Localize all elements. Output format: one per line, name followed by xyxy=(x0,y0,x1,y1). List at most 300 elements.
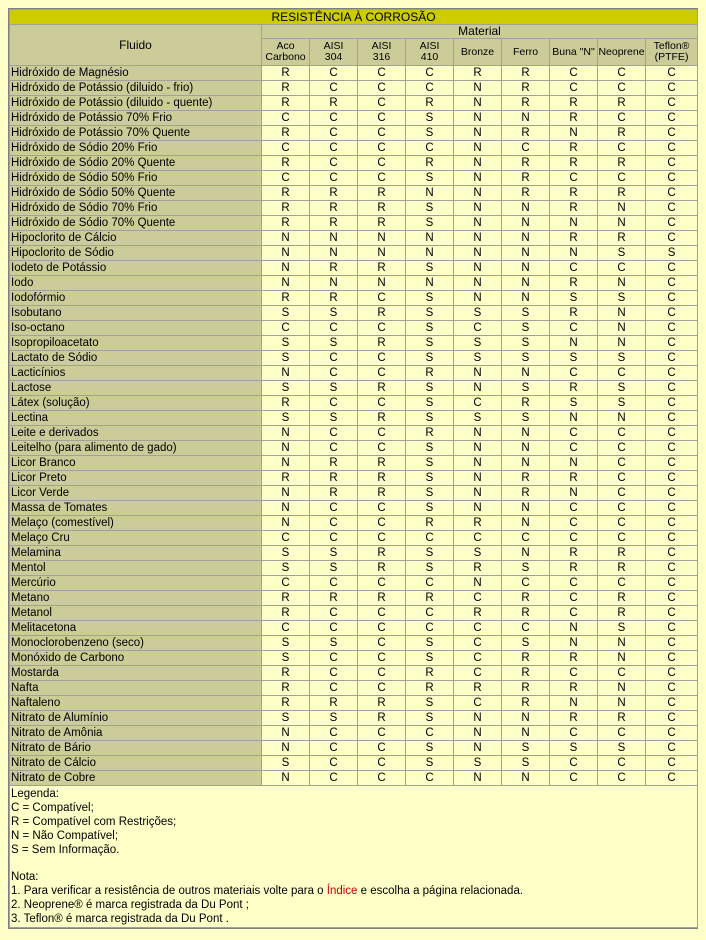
fluid-name: Hidróxido de Sódio 20% Frio xyxy=(10,141,262,156)
table-row xyxy=(10,441,698,456)
table-row xyxy=(10,306,698,321)
compatibility-cell: N xyxy=(550,126,598,141)
compatibility-cell: S xyxy=(262,756,310,771)
compatibility-cell: C xyxy=(598,261,646,276)
compatibility-cell: C xyxy=(550,531,598,546)
compatibility-cell: N xyxy=(406,246,454,261)
compatibility-cell: C xyxy=(358,726,406,741)
compatibility-cell: C xyxy=(358,651,406,666)
material-header-line1: Ferro xyxy=(512,45,539,58)
compatibility-cell: R xyxy=(502,171,550,186)
material-header-line1: AISI xyxy=(323,40,344,52)
compatibility-cell: R xyxy=(358,216,406,231)
compatibility-cell: R xyxy=(502,666,550,681)
table-row xyxy=(10,516,698,531)
table-row xyxy=(10,576,698,591)
compatibility-cell: C xyxy=(598,441,646,456)
compatibility-cell: S xyxy=(406,336,454,351)
compatibility-cell: S xyxy=(598,351,646,366)
compatibility-cell: S xyxy=(454,756,502,771)
compatibility-cell: N xyxy=(262,261,310,276)
compatibility-cell: R xyxy=(406,366,454,381)
compatibility-cell: S xyxy=(598,741,646,756)
compatibility-cell: C xyxy=(262,531,310,546)
compatibility-cell: C xyxy=(310,156,358,171)
compatibility-cell: N xyxy=(454,426,502,441)
compatibility-cell: N xyxy=(454,291,502,306)
compatibility-cell: C xyxy=(598,576,646,591)
compatibility-cell: S xyxy=(310,336,358,351)
compatibility-cell: C xyxy=(310,741,358,756)
compatibility-cell: C xyxy=(598,81,646,96)
compatibility-cell: R xyxy=(550,306,598,321)
material-header-line2: 316 xyxy=(372,51,391,63)
compatibility-cell: R xyxy=(358,201,406,216)
compatibility-cell: N xyxy=(262,426,310,441)
table-row xyxy=(10,561,698,576)
compatibility-cell: C xyxy=(358,111,406,126)
corrosion-table xyxy=(9,9,698,928)
compatibility-cell: N xyxy=(454,276,502,291)
compatibility-cell: C xyxy=(358,96,406,111)
material-header-line2: Carbono xyxy=(265,51,306,63)
compatibility-cell: R xyxy=(406,156,454,171)
compatibility-cell: C xyxy=(406,576,454,591)
compatibility-cell: N xyxy=(454,771,502,786)
compatibility-cell: C xyxy=(598,171,646,186)
compatibility-cell: C xyxy=(358,501,406,516)
compatibility-cell: R xyxy=(262,216,310,231)
compatibility-cell: R xyxy=(262,471,310,486)
compatibility-cell: R xyxy=(262,291,310,306)
compatibility-cell: C xyxy=(550,171,598,186)
fluid-name: Hidróxido de Potássio 70% Frio xyxy=(10,111,262,126)
compatibility-cell: R xyxy=(598,591,646,606)
compatibility-cell: C xyxy=(406,726,454,741)
compatibility-cell: N xyxy=(262,276,310,291)
compatibility-cell: N xyxy=(262,456,310,471)
compatibility-cell: C xyxy=(598,426,646,441)
fluid-name: Leite e derivados xyxy=(10,426,262,441)
material-header-line2: 304 xyxy=(324,51,343,63)
compatibility-cell: N xyxy=(454,216,502,231)
compatibility-cell: N xyxy=(262,441,310,456)
compatibility-cell: N xyxy=(550,621,598,636)
compatibility-cell: R xyxy=(454,66,502,81)
compatibility-cell: C xyxy=(454,591,502,606)
compatibility-cell: S xyxy=(454,546,502,561)
compatibility-cell: R xyxy=(598,126,646,141)
fluid-name: Nitrato de Cobre xyxy=(10,771,262,786)
compatibility-cell: S xyxy=(502,756,550,771)
compatibility-cell: R xyxy=(310,216,358,231)
compatibility-cell: N xyxy=(262,231,310,246)
compatibility-cell: N xyxy=(454,171,502,186)
table-title: RESISTÊNCIA À CORROSÃO xyxy=(10,10,698,25)
compatibility-cell: N xyxy=(598,306,646,321)
compatibility-cell: R xyxy=(262,186,310,201)
fluid-name: Naftaleno xyxy=(10,696,262,711)
compatibility-cell: N xyxy=(550,696,598,711)
fluid-name: Nitrato de Bário xyxy=(10,741,262,756)
compatibility-cell: C xyxy=(454,696,502,711)
compatibility-cell: C xyxy=(598,366,646,381)
compatibility-cell: C xyxy=(358,636,406,651)
material-header-line1: Bronze xyxy=(460,45,495,58)
compatibility-cell: R xyxy=(502,606,550,621)
compatibility-cell: R xyxy=(550,141,598,156)
compatibility-cell: R xyxy=(598,96,646,111)
compatibility-cell: N xyxy=(310,231,358,246)
compatibility-cell: N xyxy=(262,741,310,756)
table-row xyxy=(10,156,698,171)
compatibility-cell: R xyxy=(310,291,358,306)
compatibility-cell: C xyxy=(646,111,698,126)
fluid-name: Melaço Cru xyxy=(10,531,262,546)
compatibility-cell: C xyxy=(502,531,550,546)
compatibility-cell: S xyxy=(406,411,454,426)
compatibility-cell: C xyxy=(550,606,598,621)
compatibility-cell: R xyxy=(310,261,358,276)
compatibility-cell: C xyxy=(262,171,310,186)
compatibility-cell: N xyxy=(262,771,310,786)
compatibility-cell: R xyxy=(502,651,550,666)
compatibility-cell: R xyxy=(262,156,310,171)
compatibility-cell: S xyxy=(262,561,310,576)
compatibility-cell: R xyxy=(454,606,502,621)
compatibility-cell: S xyxy=(502,336,550,351)
compatibility-cell: C xyxy=(646,441,698,456)
compatibility-cell: S xyxy=(406,651,454,666)
compatibility-cell: S xyxy=(550,741,598,756)
compatibility-cell: C xyxy=(454,666,502,681)
compatibility-cell: C xyxy=(310,441,358,456)
compatibility-cell: C xyxy=(406,771,454,786)
compatibility-cell: C xyxy=(598,771,646,786)
table-row xyxy=(10,501,698,516)
compatibility-cell: R xyxy=(598,606,646,621)
fluid-name: Licor Branco xyxy=(10,456,262,471)
compatibility-cell: N xyxy=(598,681,646,696)
table-row xyxy=(10,171,698,186)
compatibility-cell: N xyxy=(502,546,550,561)
compatibility-cell: S xyxy=(502,636,550,651)
compatibility-cell: N xyxy=(454,441,502,456)
compatibility-cell: R xyxy=(310,96,358,111)
table-row xyxy=(10,486,698,501)
compatibility-cell: C xyxy=(598,666,646,681)
compatibility-cell: N xyxy=(550,456,598,471)
compatibility-cell: C xyxy=(646,231,698,246)
compatibility-cell: N xyxy=(406,276,454,291)
compatibility-cell: R xyxy=(262,126,310,141)
compatibility-cell: C xyxy=(358,441,406,456)
compatibility-cell: R xyxy=(502,696,550,711)
compatibility-cell: N xyxy=(454,486,502,501)
table-row xyxy=(10,771,698,786)
compatibility-cell: S xyxy=(598,396,646,411)
compatibility-cell: C xyxy=(310,501,358,516)
compatibility-cell: S xyxy=(262,381,310,396)
compatibility-cell: R xyxy=(358,456,406,471)
compatibility-cell: R xyxy=(598,231,646,246)
fluid-name: Hidróxido de Sódio 50% Frio xyxy=(10,171,262,186)
compatibility-cell: R xyxy=(550,711,598,726)
compatibility-cell: C xyxy=(358,771,406,786)
compatibility-cell: C xyxy=(358,621,406,636)
compatibility-cell: C xyxy=(310,531,358,546)
compatibility-cell: C xyxy=(646,486,698,501)
compatibility-cell: R xyxy=(502,66,550,81)
compatibility-cell: C xyxy=(454,321,502,336)
fluid-name: Mercúrio xyxy=(10,576,262,591)
compatibility-cell: S xyxy=(502,561,550,576)
compatibility-cell: S xyxy=(262,306,310,321)
fluid-name: Mostarda xyxy=(10,666,262,681)
compatibility-cell: S xyxy=(454,306,502,321)
table-row xyxy=(10,756,698,771)
compatibility-cell: C xyxy=(358,156,406,171)
compatibility-cell: C xyxy=(454,531,502,546)
compatibility-cell: C xyxy=(598,471,646,486)
compatibility-cell: C xyxy=(598,111,646,126)
fluid-name: Hidróxido de Sódio 70% Frio xyxy=(10,201,262,216)
fluid-name: Licor Preto xyxy=(10,471,262,486)
compatibility-cell: N xyxy=(454,126,502,141)
compatibility-cell: C xyxy=(310,366,358,381)
compatibility-cell: N xyxy=(550,246,598,261)
compatibility-cell: C xyxy=(310,141,358,156)
compatibility-cell: S xyxy=(502,411,550,426)
compatibility-cell: N xyxy=(454,471,502,486)
compatibility-cell: C xyxy=(646,591,698,606)
compatibility-cell: C xyxy=(406,606,454,621)
compatibility-cell: N xyxy=(598,201,646,216)
compatibility-cell: N xyxy=(598,336,646,351)
compatibility-cell: S xyxy=(502,321,550,336)
compatibility-cell: C xyxy=(358,606,406,621)
compatibility-cell: C xyxy=(550,66,598,81)
compatibility-cell: N xyxy=(502,426,550,441)
table-row xyxy=(10,141,698,156)
compatibility-cell: C xyxy=(310,171,358,186)
compatibility-cell: R xyxy=(262,396,310,411)
fluid-name: Monoclorobenzeno (seco) xyxy=(10,636,262,651)
compatibility-cell: R xyxy=(550,186,598,201)
compatibility-cell: R xyxy=(262,666,310,681)
compatibility-cell: C xyxy=(262,141,310,156)
compatibility-cell: S xyxy=(310,306,358,321)
table-row xyxy=(10,546,698,561)
compatibility-cell: N xyxy=(406,231,454,246)
note-3: 3. Teflon® é marca registrada da Du Pont . xyxy=(11,913,229,926)
fluid-name: Hidróxido de Sódio 70% Quente xyxy=(10,216,262,231)
compatibility-cell: N xyxy=(454,111,502,126)
compatibility-cell: C xyxy=(646,291,698,306)
compatibility-cell: N xyxy=(406,186,454,201)
compatibility-cell: C xyxy=(550,576,598,591)
compatibility-cell: N xyxy=(502,111,550,126)
table-row xyxy=(10,681,698,696)
compatibility-cell: C xyxy=(262,576,310,591)
compatibility-cell: N xyxy=(454,261,502,276)
compatibility-cell: R xyxy=(406,426,454,441)
compatibility-cell: C xyxy=(310,726,358,741)
table-row xyxy=(10,711,698,726)
compatibility-cell: N xyxy=(502,216,550,231)
notes-title: Nota: xyxy=(11,871,39,884)
compatibility-cell: C xyxy=(406,81,454,96)
fluid-name: Melaço (comestível) xyxy=(10,516,262,531)
compatibility-cell: C xyxy=(406,141,454,156)
fluid-name: Lactato de Sódio xyxy=(10,351,262,366)
compatibility-cell: C xyxy=(646,576,698,591)
compatibility-cell: R xyxy=(358,711,406,726)
compatibility-cell: C xyxy=(598,726,646,741)
compatibility-cell: C xyxy=(598,486,646,501)
fluid-name: Licor Verde xyxy=(10,486,262,501)
compatibility-cell: C xyxy=(358,426,406,441)
compatibility-cell: N xyxy=(598,411,646,426)
compatibility-cell: C xyxy=(646,351,698,366)
table-row xyxy=(10,696,698,711)
compatibility-cell: C xyxy=(358,366,406,381)
compatibility-cell: C xyxy=(646,201,698,216)
compatibility-cell: S xyxy=(406,216,454,231)
compatibility-cell: S xyxy=(406,306,454,321)
compatibility-cell: C xyxy=(646,516,698,531)
compatibility-cell: C xyxy=(550,591,598,606)
compatibility-cell: C xyxy=(550,726,598,741)
compatibility-cell: R xyxy=(358,591,406,606)
table-row xyxy=(10,246,698,261)
compatibility-cell: C xyxy=(358,141,406,156)
compatibility-cell: C xyxy=(646,381,698,396)
compatibility-cell: S xyxy=(310,636,358,651)
compatibility-cell: R xyxy=(550,96,598,111)
compatibility-cell: S xyxy=(310,561,358,576)
compatibility-cell: R xyxy=(454,516,502,531)
compatibility-cell: N xyxy=(454,231,502,246)
compatibility-cell: C xyxy=(646,321,698,336)
compatibility-cell: N xyxy=(502,516,550,531)
table-row xyxy=(10,531,698,546)
table-row xyxy=(10,606,698,621)
material-header-line1: Teflon® xyxy=(653,40,690,52)
material-header-4 xyxy=(454,39,502,66)
compatibility-cell: C xyxy=(550,771,598,786)
corrosion-resistance-panel xyxy=(8,8,698,929)
compatibility-cell: N xyxy=(454,456,502,471)
compatibility-cell: C xyxy=(310,516,358,531)
fluid-name: Hipoclorito de Cálcio xyxy=(10,231,262,246)
table-row xyxy=(10,231,698,246)
compatibility-cell: S xyxy=(502,351,550,366)
compatibility-cell: R xyxy=(502,81,550,96)
compatibility-cell: S xyxy=(406,756,454,771)
compatibility-cell: R xyxy=(454,681,502,696)
compatibility-cell: S xyxy=(550,351,598,366)
compatibility-cell: C xyxy=(646,411,698,426)
note-1 xyxy=(11,885,697,899)
compatibility-cell: N xyxy=(262,486,310,501)
table-row xyxy=(10,201,698,216)
compatibility-cell: C xyxy=(550,756,598,771)
compatibility-cell: N xyxy=(598,636,646,651)
fluid-name: Isobutano xyxy=(10,306,262,321)
table-row xyxy=(10,666,698,681)
compatibility-cell: R xyxy=(262,696,310,711)
compatibility-cell: R xyxy=(502,96,550,111)
compatibility-cell: N xyxy=(502,726,550,741)
compatibility-cell: S xyxy=(406,171,454,186)
compatibility-cell: R xyxy=(502,156,550,171)
compatibility-cell: N xyxy=(454,366,502,381)
compatibility-cell: S xyxy=(598,291,646,306)
table-row xyxy=(10,351,698,366)
compatibility-cell: N xyxy=(502,771,550,786)
compatibility-cell: C xyxy=(550,81,598,96)
compatibility-cell: C xyxy=(358,126,406,141)
compatibility-cell: S xyxy=(502,306,550,321)
compatibility-cell: S xyxy=(454,411,502,426)
compatibility-cell: R xyxy=(598,711,646,726)
compatibility-cell: N xyxy=(502,246,550,261)
fluid-name: Hidróxido de Sódio 50% Quente xyxy=(10,186,262,201)
compatibility-cell: R xyxy=(358,546,406,561)
compatibility-cell: R xyxy=(358,411,406,426)
compatibility-cell: R xyxy=(310,471,358,486)
compatibility-cell: C xyxy=(550,366,598,381)
compatibility-cell: C xyxy=(502,141,550,156)
compatibility-cell: N xyxy=(598,216,646,231)
compatibility-cell: R xyxy=(310,456,358,471)
compatibility-cell: S xyxy=(406,456,454,471)
material-header-1 xyxy=(310,39,358,66)
table-row xyxy=(10,261,698,276)
compatibility-cell: N xyxy=(358,231,406,246)
table-row xyxy=(10,366,698,381)
compatibility-cell: R xyxy=(550,111,598,126)
compatibility-cell: C xyxy=(310,111,358,126)
index-link[interactable]: Índice xyxy=(326,885,358,898)
compatibility-cell: R xyxy=(358,261,406,276)
compatibility-cell: C xyxy=(310,351,358,366)
compatibility-cell: R xyxy=(262,81,310,96)
compatibility-cell: N xyxy=(502,456,550,471)
compatibility-cell: C xyxy=(646,636,698,651)
compatibility-cell: C xyxy=(502,621,550,636)
legend-section xyxy=(10,786,698,928)
compatibility-cell: C xyxy=(358,396,406,411)
compatibility-cell: R xyxy=(310,486,358,501)
fluid-name: Lactose xyxy=(10,381,262,396)
compatibility-cell: N xyxy=(454,741,502,756)
compatibility-cell: N xyxy=(550,411,598,426)
compatibility-cell: S xyxy=(262,546,310,561)
compatibility-cell: C xyxy=(358,321,406,336)
fluid-name: Massa de Tomates xyxy=(10,501,262,516)
compatibility-cell: C xyxy=(454,621,502,636)
compatibility-cell: C xyxy=(358,756,406,771)
compatibility-cell: S xyxy=(310,411,358,426)
compatibility-cell: R xyxy=(502,471,550,486)
compatibility-cell: N xyxy=(454,246,502,261)
compatibility-cell: N xyxy=(262,516,310,531)
compatibility-cell: C xyxy=(646,66,698,81)
legend-restricted: R = Compatível com Restrições; xyxy=(11,815,177,828)
compatibility-cell: N xyxy=(454,381,502,396)
